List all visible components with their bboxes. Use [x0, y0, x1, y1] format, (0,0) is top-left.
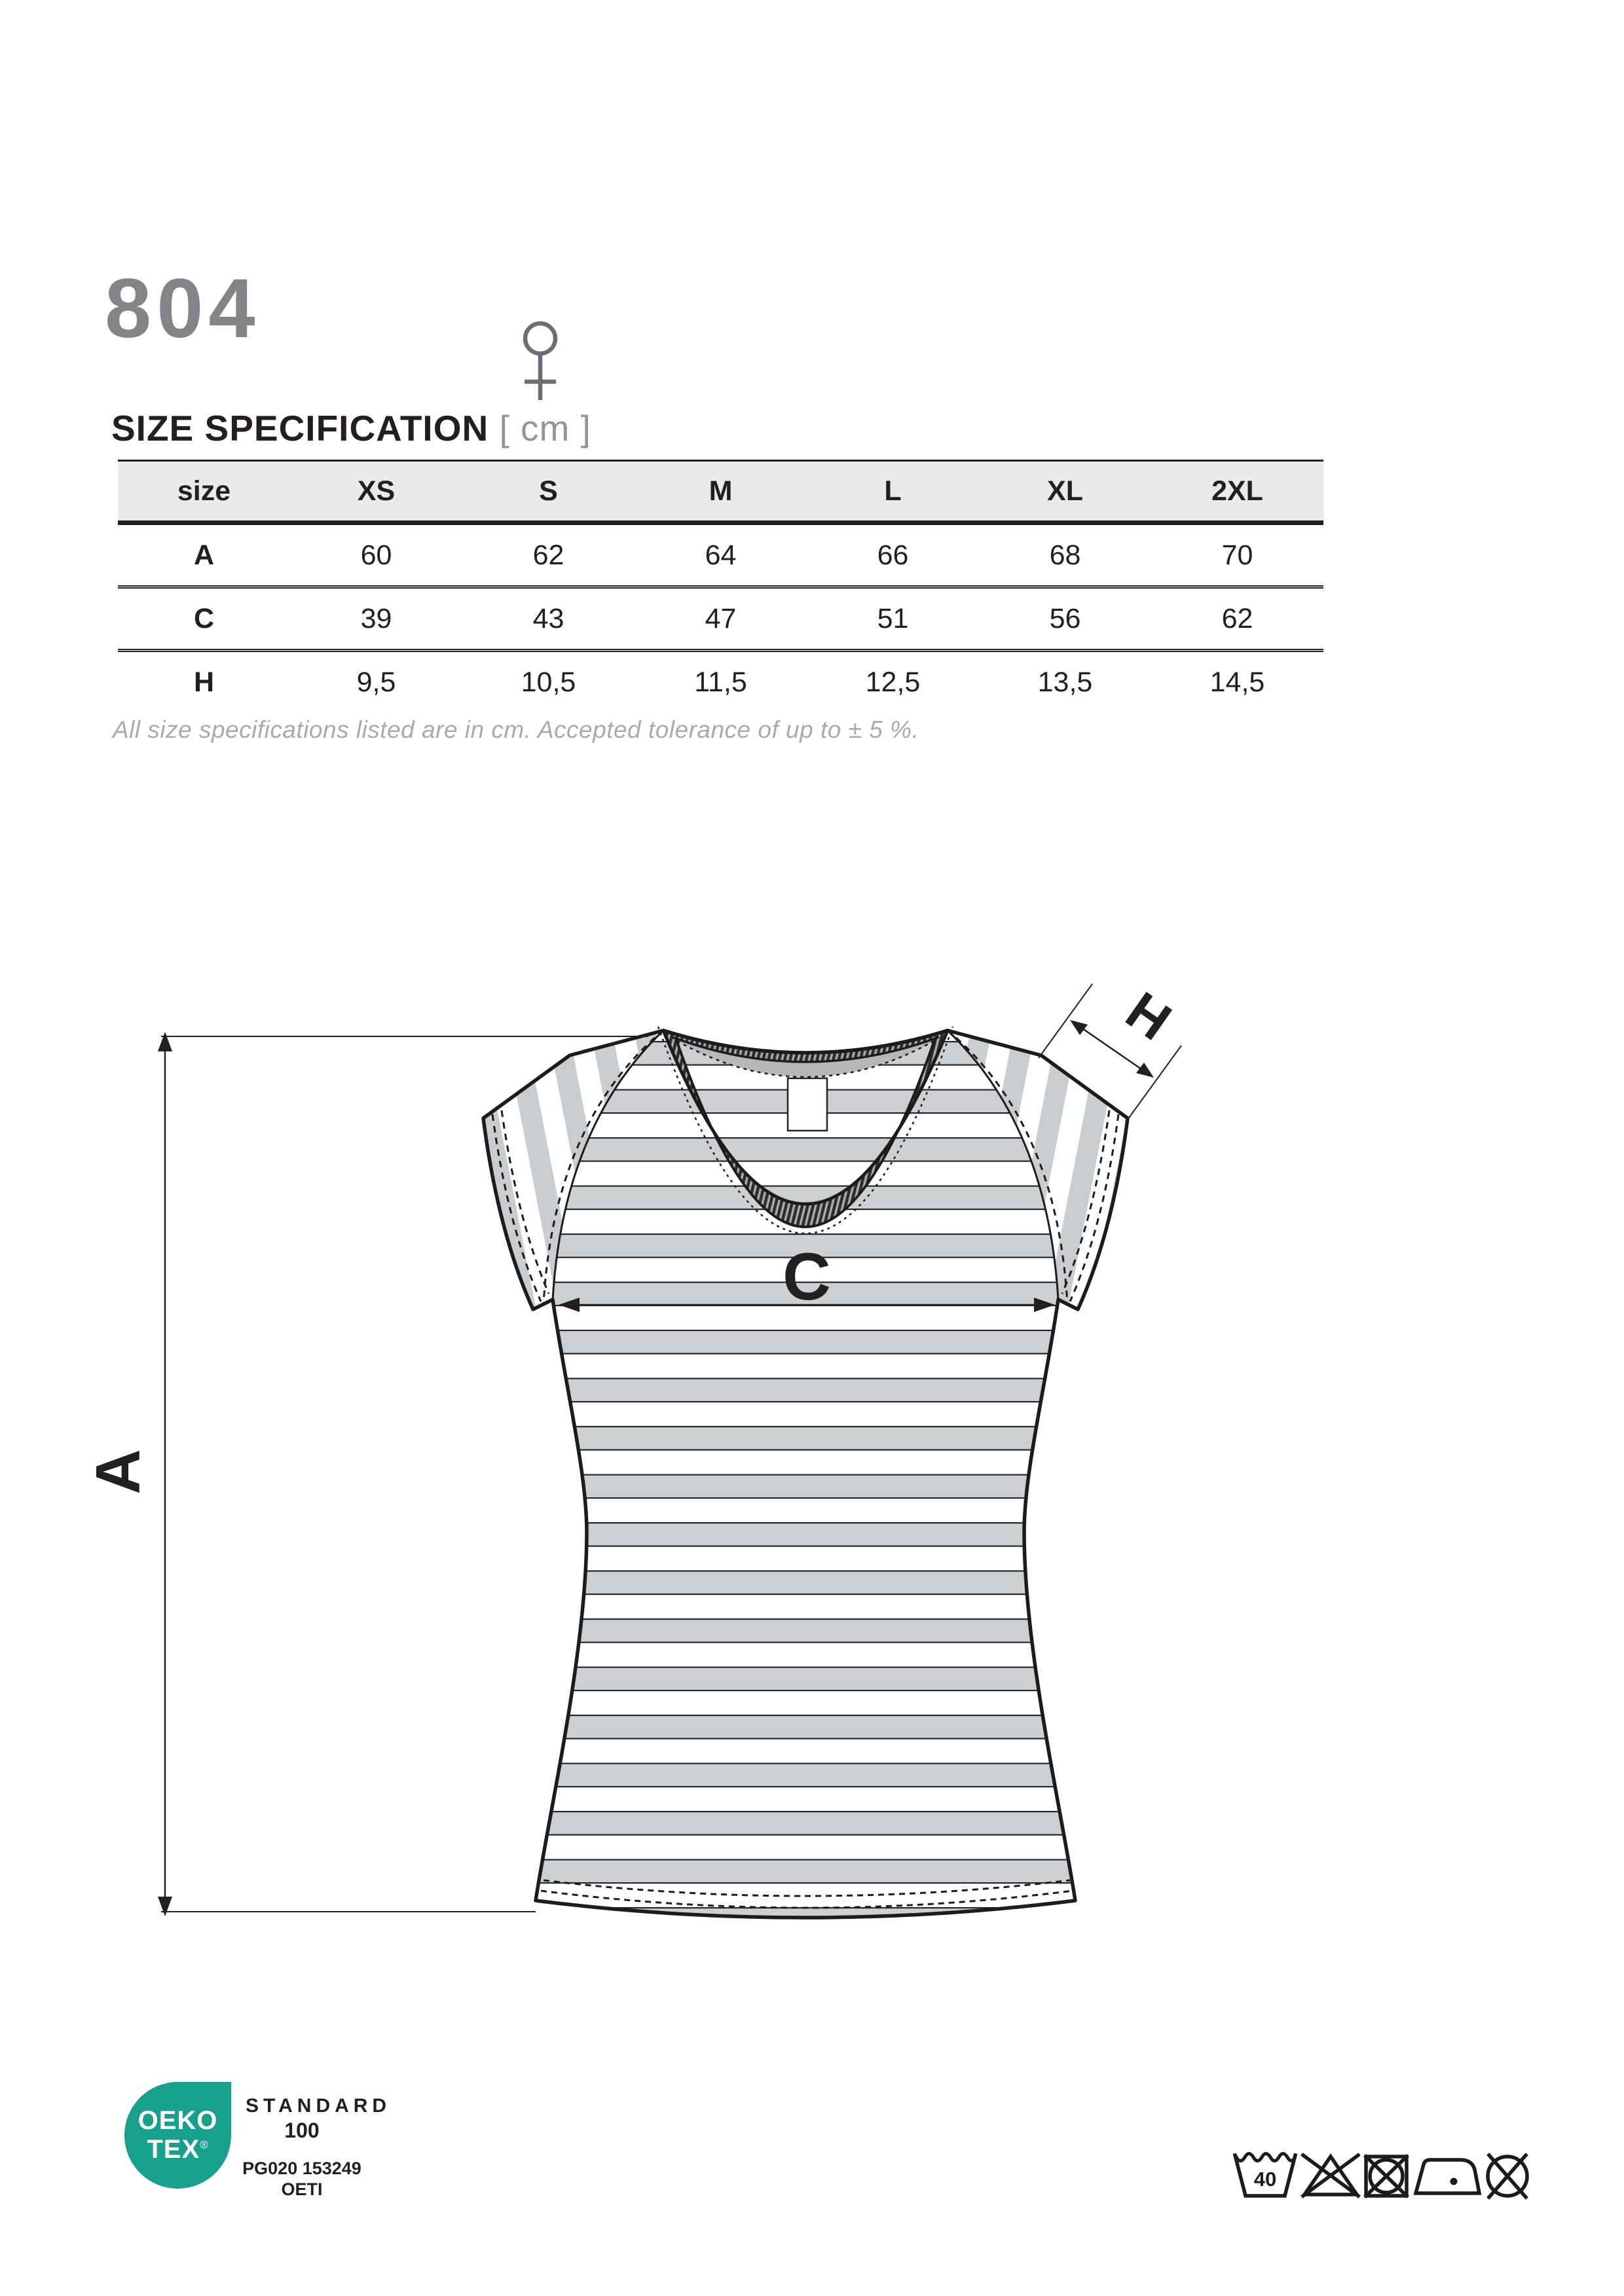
- cell-h-m: 11,5: [694, 666, 747, 698]
- col-header-2xl: 2XL: [1211, 475, 1263, 507]
- iron-temperature-dot: [1450, 2178, 1458, 2185]
- cell-a-2xl: 70: [1221, 539, 1253, 571]
- size-spec-title: SIZE SPECIFICATION: [111, 408, 489, 448]
- product-code: 804: [105, 262, 261, 355]
- do-not-tumble-dry-icon: [1366, 2157, 1407, 2196]
- dimension-c-label: C: [783, 1239, 831, 1314]
- row-label-a: A: [193, 539, 215, 571]
- cell-a-xs: 60: [360, 539, 392, 571]
- col-header-xl: XL: [1047, 475, 1083, 507]
- cell-c-s: 43: [532, 602, 564, 634]
- col-header-m: M: [709, 475, 733, 507]
- dimension-a-label: A: [83, 1449, 153, 1495]
- oeko-institute: OETI: [281, 2179, 323, 2199]
- row-label-c: C: [193, 602, 215, 634]
- oeko-logo-word2: TEX®: [147, 2134, 209, 2164]
- oeko-cert-number: PG020 153249: [242, 2159, 361, 2178]
- col-header-size: size: [177, 475, 231, 507]
- cell-a-xl: 68: [1049, 539, 1081, 571]
- care-icons: [1230, 2151, 1531, 2202]
- cell-h-xl: 13,5: [1037, 666, 1093, 698]
- tolerance-note: All size specifications listed are in cm. Accepted tolerance of up to ± 5 %.: [113, 716, 919, 743]
- oeko-standard-word: STANDARD: [246, 2095, 392, 2117]
- cell-h-xs: 9,5: [356, 666, 396, 698]
- col-header-s: S: [539, 475, 558, 507]
- dimension-h-label: H: [1115, 981, 1182, 1052]
- iron-one-dot-icon: [1416, 2160, 1479, 2193]
- cell-c-m: 47: [705, 602, 737, 634]
- cell-h-l: 12,5: [865, 666, 921, 698]
- cell-a-m: 64: [705, 539, 737, 571]
- oeko-logo-word1: OEKO: [138, 2106, 218, 2136]
- wash-temperature: 40: [1253, 2168, 1277, 2191]
- neck-label: [788, 1078, 827, 1131]
- cell-c-xs: 39: [360, 602, 392, 634]
- col-header-l: L: [884, 475, 902, 507]
- do-not-dry-clean-icon: [1488, 2155, 1527, 2197]
- cell-a-s: 62: [532, 539, 564, 571]
- shirt-drawing: [419, 1018, 1192, 1935]
- female-symbol-icon: [525, 323, 556, 400]
- cell-c-2xl: 62: [1221, 602, 1253, 634]
- cell-a-l: 66: [877, 539, 909, 571]
- cell-h-2xl: 14,5: [1209, 666, 1265, 698]
- col-header-xs: XS: [357, 475, 396, 507]
- oeko-standard-block: [241, 2095, 392, 2200]
- cell-c-xl: 56: [1049, 602, 1081, 634]
- do-not-bleach-icon: [1303, 2155, 1358, 2196]
- oeko-standard-number: 100: [284, 2119, 320, 2142]
- cell-h-s: 10,5: [521, 666, 576, 698]
- registered-mark: ®: [200, 2138, 209, 2151]
- oeko-tex-logo: [124, 2082, 231, 2189]
- row-label-h: H: [193, 666, 215, 698]
- size-spec-unit: [ cm ]: [499, 408, 591, 448]
- cell-c-l: 51: [877, 602, 909, 634]
